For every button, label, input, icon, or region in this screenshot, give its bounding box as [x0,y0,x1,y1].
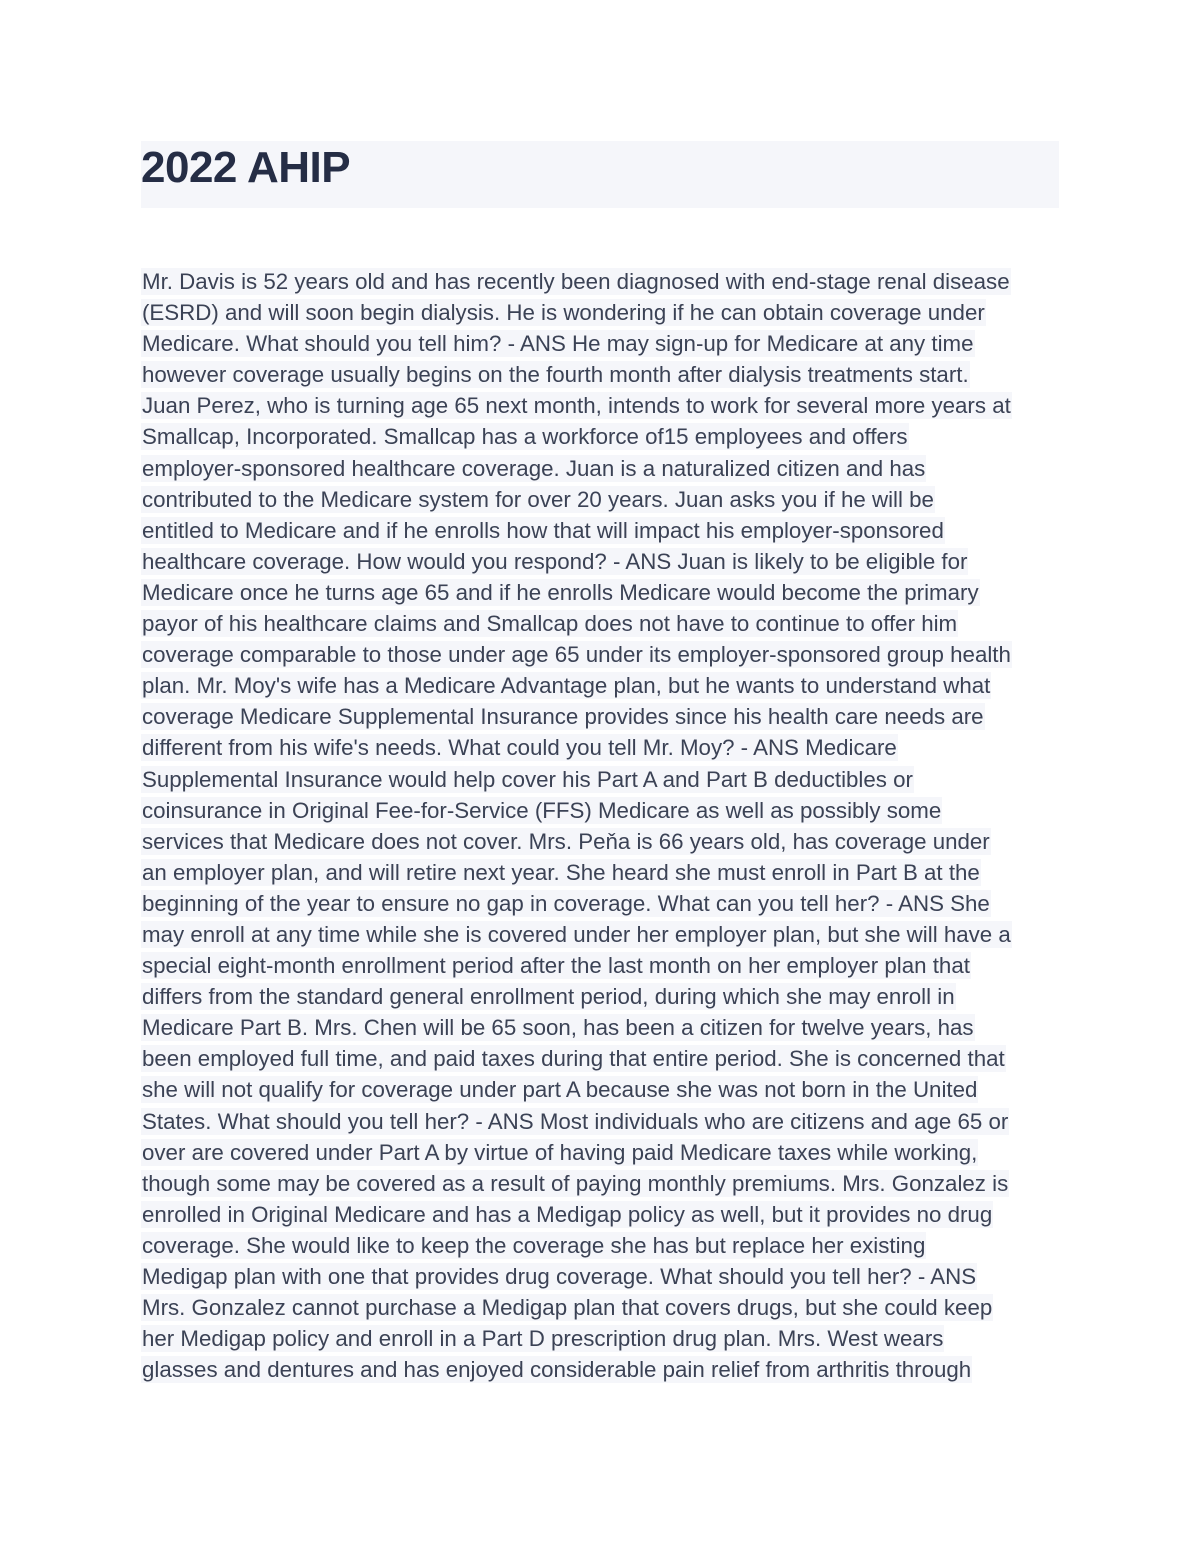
text-line-content: enrolled in Original Medicare and has a Medigap policy as well, but it provides no drug [142,1201,993,1227]
text-line-content: Mr. Davis is 52 years old and has recently been diagnosed with end-stage renal disease [142,269,1010,294]
text-line-content: plan. Mr. Moy's wife has a Medicare Advantage plan, but he wants to understand what [142,673,991,699]
text-line [141,952,1071,983]
text-line-content: different from his wife's needs. What could you tell Mr. Moy? - ANS Medicare [142,735,897,761]
text-line [141,268,1071,299]
text-line [141,1014,1071,1045]
text-line-content: Mrs. Gonzalez cannot purchase a Medigap plan that covers drugs, but she could keep [142,1295,993,1321]
text-line [141,1076,1071,1107]
text-line [141,1045,1071,1076]
text-line [141,1263,1071,1294]
text-line-content: though some may be covered as a result of paying monthly premiums. Mrs. Gonzalez is [142,1170,1009,1196]
text-line-content: differs from the standard general enrollment period, during which she may enroll in [142,984,955,1010]
text-line [141,703,1071,734]
text-line [141,330,1071,361]
text-line-content: Juan Perez, who is turning age 65 next month, intends to work for several more years at [142,393,1011,419]
text-line [141,1108,1071,1139]
text-line-content: Supplemental Insurance would help cover his Part A and Part B deductibles or [142,766,913,792]
text-line [141,455,1071,486]
text-line [141,921,1071,952]
text-line [141,641,1071,672]
text-line-content: employer-sponsored healthcare coverage. Juan is a naturalized citizen and has [142,455,926,481]
text-line [141,1232,1071,1263]
text-line [141,1325,1071,1356]
text-line [141,1201,1071,1232]
text-line [141,766,1071,797]
text-line-content: payor of his healthcare claims and Smallcap does not have to continue to offer him [142,611,958,637]
text-line-content: special eight-month enrollment period after the last month on her employer plan that [142,953,970,979]
text-line-content: States. What should you tell her? - ANS Most individuals who are citizens and age 65 or [142,1108,1009,1134]
text-line-content: services that Medicare does not cover. Mrs. Peňa is 66 years old, has coverage under [142,828,990,854]
text-line [141,423,1071,454]
text-line [141,1294,1071,1325]
text-line-content: Medicare. What should you tell him? - ANS He may sign-up for Medicare at any time [142,331,974,357]
text-line [141,1356,1071,1387]
text-line-content: her Medigap policy and enroll in a Part D prescription drug plan. Mrs. West wears [142,1326,944,1352]
text-line [141,610,1071,641]
text-line-content: coinsurance in Original Fee-for-Service (FFS) Medicare as well as possibly some [142,797,942,823]
text-line-content: Medigap plan with one that provides drug coverage. What should you tell her? - ANS [142,1264,977,1289]
text-line-content: coverage comparable to those under age 65 under its employer-sponsored group health [142,642,1011,668]
text-line-content: beginning of the year to ensure no gap in coverage. What can you tell her? - ANS She [142,890,990,916]
text-line [141,890,1071,921]
text-line-content: coverage. She would like to keep the coverage she has but replace her existing [142,1232,926,1258]
document-body [141,268,1071,1387]
text-line [141,548,1071,579]
text-line-content: contributed to the Medicare system for over 20 years. Juan asks you if he will be [142,486,934,512]
text-line-content: may enroll at any time while she is covered under her employer plan, but she will have a [142,921,1011,947]
text-line-content: entitled to Medicare and if he enrolls how that will impact his employer-sponsored [142,517,944,543]
document-title: 2022 AHIP [141,143,351,192]
text-line-content: she will not qualify for coverage under part A because she was not born in the United [142,1077,978,1103]
text-line-content: Medicare once he turns age 65 and if he enrolls Medicare would become the primary [142,579,979,605]
text-line-content: coverage Medicare Supplemental Insurance provides since his health care needs are [142,704,984,730]
text-line [141,392,1071,423]
text-line [141,579,1071,610]
text-line [141,299,1071,330]
text-line-content: healthcare coverage. How would you respond? - ANS Juan is likely to be eligible for [142,548,968,574]
text-line [141,672,1071,703]
text-line [141,486,1071,517]
text-line-content: however coverage usually begins on the fourth month after dialysis treatments start. [142,362,969,388]
text-line [141,797,1071,828]
text-line [141,734,1071,765]
text-line-content: an employer plan, and will retire next year. She heard she must enroll in Part B at the [142,859,980,885]
text-line [141,1139,1071,1170]
text-line [141,828,1071,859]
text-line-content: glasses and dentures and has enjoyed considerable pain relief from arthritis through [142,1357,972,1383]
text-line [141,859,1071,890]
text-line [141,1170,1071,1201]
text-line-content: over are covered under Part A by virtue of having paid Medicare taxes while working, [142,1139,978,1165]
text-line [141,517,1071,548]
text-line-content: been employed full time, and paid taxes during that entire period. She is concerned that [142,1046,1005,1072]
text-line [141,361,1071,392]
text-line-content: Medicare Part B. Mrs. Chen will be 65 soon, has been a citizen for twelve years, has [142,1015,974,1041]
text-line-content: Smallcap, Incorporated. Smallcap has a workforce of15 employees and offers [142,424,908,450]
text-line [141,983,1071,1014]
text-line-content: (ESRD) and will soon begin dialysis. He is wondering if he can obtain coverage under [142,300,985,326]
